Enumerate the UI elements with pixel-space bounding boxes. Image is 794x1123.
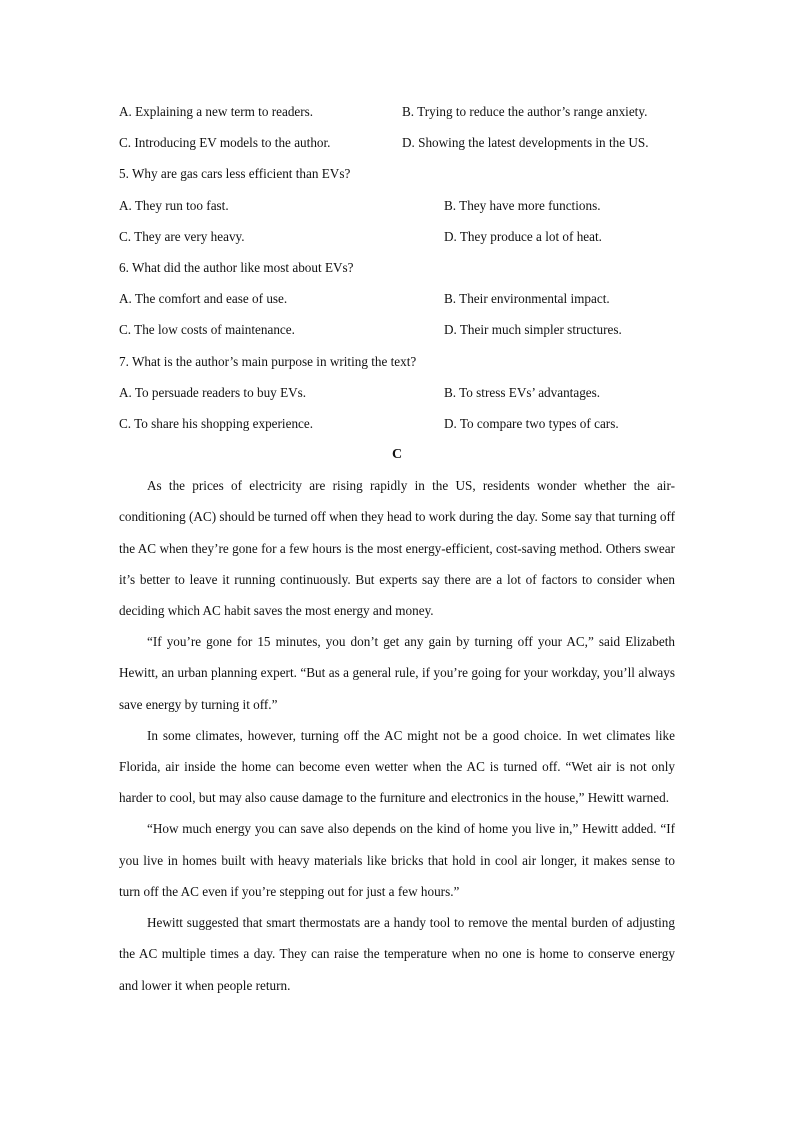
q6-options-row-1 [119,283,675,314]
q6-option-a: A. The comfort and ease of use. [119,291,288,307]
passage-paragraph-2: “If you’re gone for 15 minutes, you don’t get any gain by turning off your AC,” said Elizabeth Hewitt, an urban planning expert. “But as a general rule, if you’re going for your workday, you’ll always save energy by turning it off.” [119,634,675,712]
q4-option-c: C. Introducing EV models to the author. [119,135,331,151]
q6-option-d: D. Their much simpler structures. [444,322,622,338]
passage-paragraph-1: As the prices of electricity are rising rapidly in the US, residents wonder whether the air-conditioning (AC) should be turned off when they head to work during the day. Some say that turning off the AC when they’re gone for a few hours is the most energy-efficient, cost-saving method. Others swear it’s better to leave it running continuously. But experts say there are a lot of factors to consider when deciding which AC habit saves the most energy and money. [119,478,675,619]
q6-option-c: C. The low costs of maintenance. [119,322,295,338]
document-page [119,96,675,1001]
q4-options-row-1 [119,96,675,127]
q7-stem: 7. What is the author’s main purpose in writing the text? [119,353,417,369]
q6-options-row-2 [119,314,675,345]
q5-stem: 5. Why are gas cars less efficient than EVs? [119,166,351,182]
q4-options-row-2 [119,127,675,158]
q7-option-b: B. To stress EVs’ advantages. [444,384,601,400]
q4-option-a: A. Explaining a new term to readers. [119,104,314,119]
q6-option-b: B. Their environmental impact. [444,291,610,307]
q5-option-a: A. They run too fast. [119,197,229,213]
q5-options-row-2 [119,221,675,252]
section-heading: C [391,447,403,463]
passage-paragraph-4: “How much energy you can save also depends on the kind of home you live in,” Hewitt added. “If you live in homes built with heavy materials like bricks that hold in cool air longer, it makes sense to turn off the AC even if you’re stepping out for just a few hours.” [119,821,675,899]
q7-option-c: C. To share his shopping experience. [119,415,314,431]
passage-paragraph-5: Hewitt suggested that smart thermostats are a handy tool to remove the mental burden of adjusting the AC multiple times a day. They can raise the temperature when no one is home to conserve energy and lower it when people return. [119,915,675,993]
q7-options-row-1 [119,377,675,408]
q4-option-b: B. Trying to reduce the author’s range anxiety. [402,104,648,119]
q7-options-row-2 [119,408,675,439]
q5-options-row-1 [119,190,675,221]
q4-option-d: D. Showing the latest developments in the US. [402,135,649,151]
q6-stem: 6. What did the author like most about EVs? [119,259,354,275]
q5-option-c: C. They are very heavy. [119,228,245,244]
q5-option-d: D. They produce a lot of heat. [444,228,602,244]
q7-option-d: D. To compare two types of cars. [444,415,619,431]
q7-option-a: A. To persuade readers to buy EVs. [119,384,307,400]
q5-option-b: B. They have more functions. [444,197,601,213]
passage-paragraph-3: In some climates, however, turning off the AC might not be a good choice. In wet climates like Florida, air inside the home can become even wetter when the AC is turned off. “Wet air is not only harder to cool, but may also cause damage to the furniture and electronics in the house,” Hewitt warned. [119,727,675,806]
